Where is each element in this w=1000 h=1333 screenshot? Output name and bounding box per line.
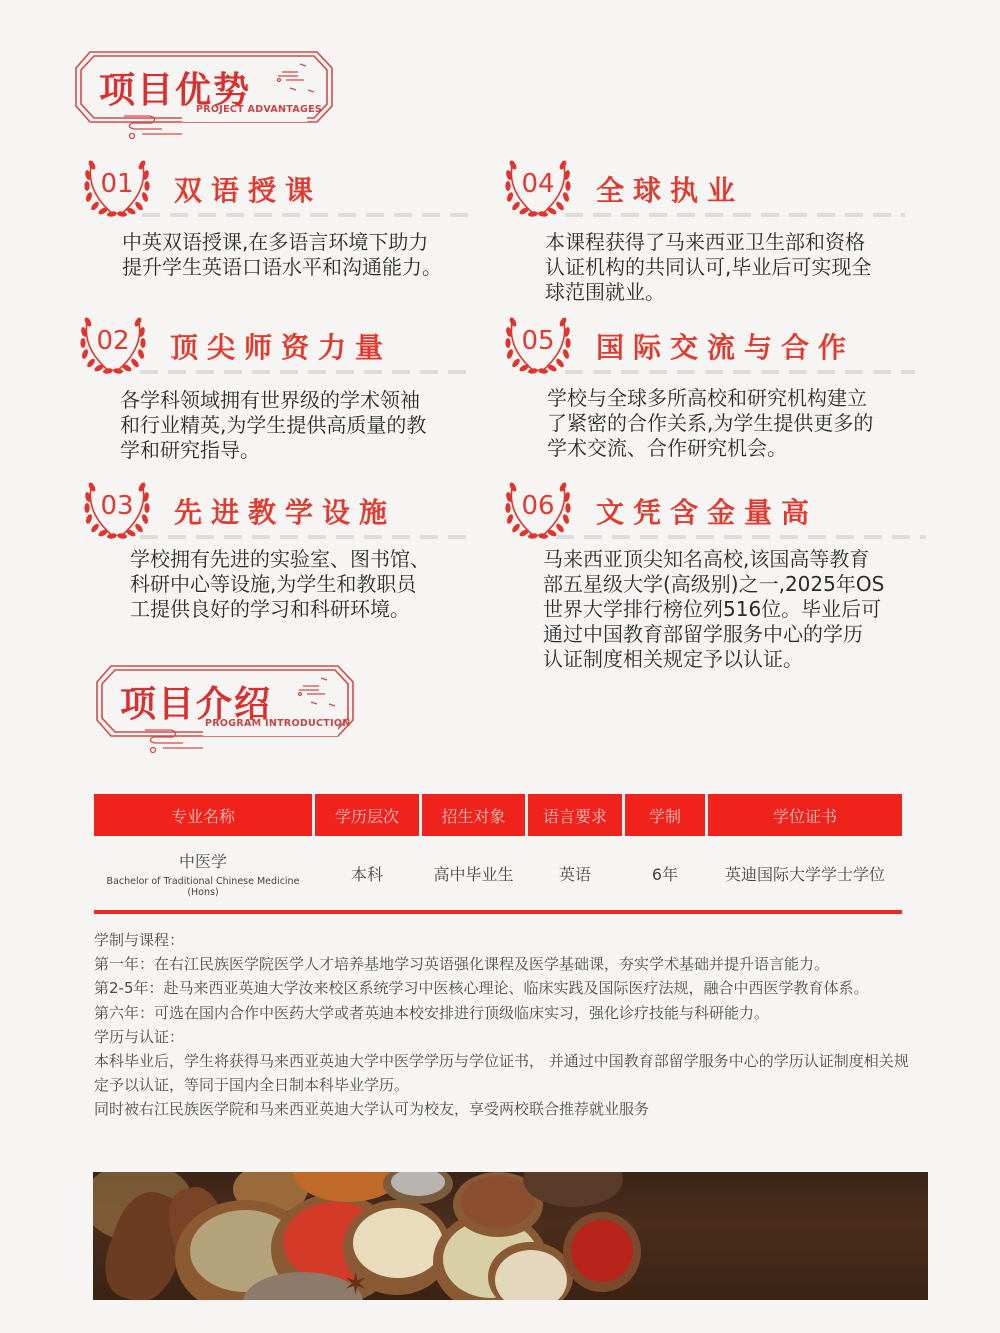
section-header-advantages (72, 48, 337, 143)
table-header-cell: 学制 (625, 794, 705, 836)
table-header-cell: 语言要求 (528, 794, 622, 836)
advantage-description (545, 230, 945, 305)
advantage-description (543, 547, 943, 672)
advantage-title: 全球执业 (596, 174, 745, 207)
number-badge (82, 477, 152, 541)
major-cn: 中医学 (178, 851, 227, 871)
advantage-number: 01 (100, 169, 134, 199)
dashed-divider (565, 213, 905, 217)
number-badge (82, 155, 152, 219)
herbal-medicine-photo (93, 1172, 928, 1300)
advantage-desc-line: 认证机构的共同认可,毕业后可实现全 (545, 255, 872, 279)
table-header-cell: 专业名称 (94, 794, 312, 836)
advantage-description (130, 547, 530, 622)
number-badge (78, 312, 148, 376)
advantage-description (122, 230, 522, 280)
advantage-description (120, 388, 520, 463)
advantage-desc-line: 世界大学排行榜位列516位。毕业后可 (543, 597, 882, 621)
major-en: Bachelor of Traditional Chinese Medicine (Hons) (106, 875, 300, 898)
advantage-desc-line: 提升学生英语口语水平和沟通能力。 (122, 255, 442, 279)
advantage-number: 02 (96, 326, 130, 356)
paragraph: 第一年：在右江民族医学院医学人才培养基地学习英语强化课程及医学基础课，夯实学术基础并提升语言能力。 (94, 955, 830, 974)
number-badge (503, 477, 573, 541)
table-cell-major (94, 849, 312, 898)
advantage-number: 03 (100, 491, 134, 521)
advantage-desc-line: 学术交流、合作研究机会。 (547, 436, 787, 460)
dashed-divider (565, 370, 915, 374)
advantage-desc-line: 科研中心等设施,为学生和教职员 (130, 572, 417, 596)
dashed-divider (556, 535, 926, 539)
section-title: 项目介绍 (120, 684, 273, 725)
advantage-number: 04 (521, 169, 555, 199)
dashed-divider (140, 535, 475, 539)
advantage-description (547, 386, 947, 461)
paragraph: 同时被右江民族医学院和马来西亚英迪大学认可为校友，享受两校联合推荐就业服务 (94, 1100, 650, 1119)
advantage-desc-line: 学和研究指导。 (120, 438, 260, 462)
paragraph: 学历与认证： (94, 1027, 185, 1046)
table-row (94, 836, 902, 910)
section-title: 项目优势 (99, 70, 252, 111)
advantage-title: 先进教学设施 (174, 496, 397, 529)
table-cell-language: 英语 (558, 864, 591, 884)
paragraph: 学制与课程： (94, 931, 185, 949)
table-header-cell: 学历层次 (315, 794, 419, 836)
advantage-title: 文凭含金量高 (596, 496, 819, 529)
advantage-title: 国际交流与合作 (596, 331, 856, 364)
table-header-cell: 学位证书 (708, 794, 902, 836)
section-subtitle: PROGRAM INTRODUCTION (205, 718, 351, 729)
dashed-divider (142, 213, 472, 217)
table-cell-level: 本科 (350, 864, 383, 884)
advantage-desc-line: 了紧密的合作关系,为学生提供更多的 (547, 411, 874, 435)
table-cell-target: 高中毕业生 (433, 864, 514, 884)
paragraph: 第六年：可选在国内合作中医药大学或者英迪本校安排进行顶级临床实习，强化诊疗技能与科研能力。 (94, 1003, 770, 1022)
advantage-desc-line: 本课程获得了马来西亚卫生部和资格 (545, 230, 865, 254)
section-subtitle: PROJECT ADVANTAGES (196, 104, 323, 115)
advantage-desc-line: 和行业精英,为学生提供高质量的教 (120, 413, 427, 437)
advantage-desc-line: 学校拥有先进的实验室、图书馆、 (130, 547, 430, 571)
table-cell-duration: 6年 (651, 864, 679, 884)
table-header-cell: 招生对象 (422, 794, 525, 836)
section-header-introduction (93, 662, 358, 757)
advantage-desc-line: 马来西亚顶尖知名高校,该国高等教育 (543, 547, 870, 571)
table-cell-degree: 英迪国际大学学士学位 (724, 864, 885, 884)
program-description (94, 928, 914, 1122)
advantage-desc-line: 学校与全球多所高校和研究机构建立 (547, 386, 867, 410)
number-badge (503, 155, 573, 219)
table-divider (94, 910, 902, 914)
advantage-desc-line: 工提供良好的学习和科研环境。 (130, 597, 410, 621)
advantage-desc-line: 各学科领域拥有世界级的学术领袖 (120, 388, 420, 412)
table-header-row (94, 794, 902, 836)
advantage-title: 双语授课 (174, 174, 323, 207)
advantage-desc-line: 部五星级大学(高级别)之一,2025年OS (543, 572, 885, 596)
program-table (94, 794, 902, 910)
advantage-desc-line: 球范围就业。 (545, 280, 665, 304)
advantage-desc-line: 中英双语授课,在多语言环境下助力 (122, 230, 429, 254)
paragraph: 第2-5年：赴马来西亚英迪大学汝来校区系统学习中医核心理论、临床实践及国际医疗法规，融合中西医学教育体系。 (94, 979, 869, 998)
advantage-number: 05 (521, 326, 555, 356)
advantage-desc-line: 认证制度相关规定予以认证。 (543, 647, 803, 671)
advantage-title: 顶尖师资力量 (170, 331, 393, 364)
advantage-number: 06 (521, 491, 555, 521)
advantage-desc-line: 通过中国教育部留学服务中心的学历 (543, 622, 863, 646)
star-anise-icon: ✶ (343, 1267, 369, 1300)
dashed-divider (140, 370, 470, 374)
number-badge (503, 312, 573, 376)
paragraph: 本科毕业后，学生将获得马来西亚英迪大学中医学学历与学位证书， 并通过中国教育部留学服务中心的学历认证制度相关规定予以认证，等同于国内全日制本科毕业学历。 (94, 1052, 909, 1095)
